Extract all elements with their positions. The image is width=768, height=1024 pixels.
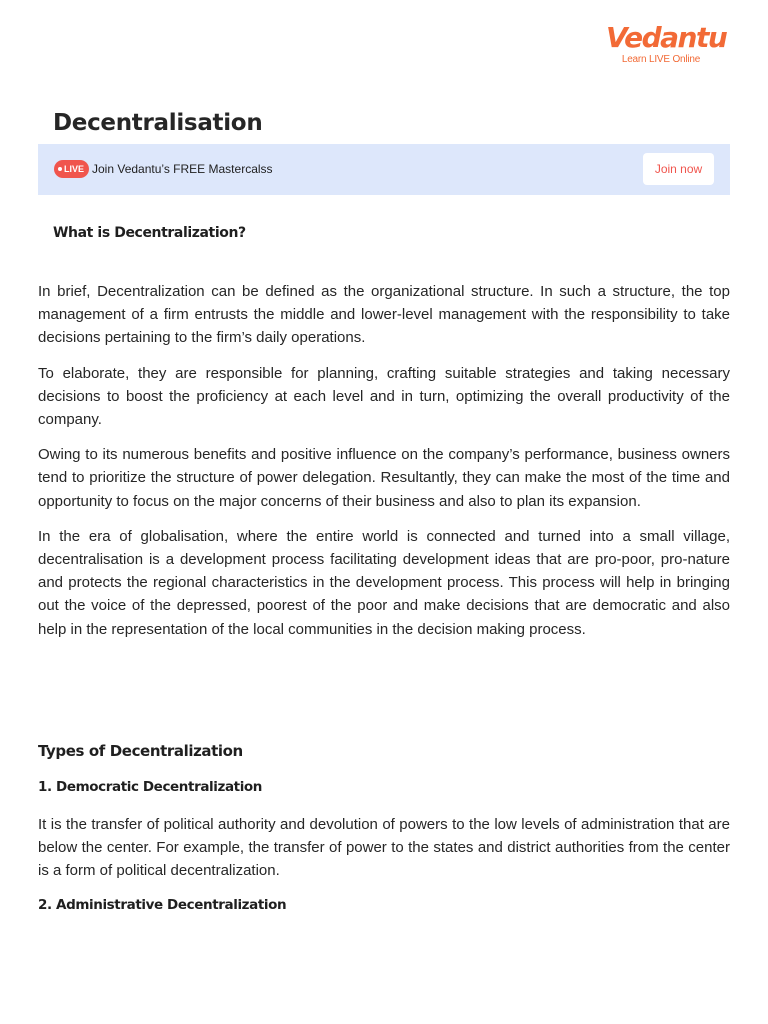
paragraph: To elaborate, they are responsible for planning, crafting suitable strategies and taking necessary decisions to boost the proficiency at each level and in turn, optimizing the overall productivity of the company. bbox=[38, 364, 730, 429]
live-dot-icon bbox=[58, 167, 62, 171]
live-badge bbox=[54, 160, 89, 178]
democratic-section bbox=[38, 813, 730, 895]
paragraph: It is the transfer of political authority and devolution of powers to the low levels of administration that are below the center. For example, the transfer of power to the states and district authorities from the center is a form of political decentralization. bbox=[38, 816, 730, 880]
join-now-button[interactable]: Join now bbox=[643, 153, 714, 185]
live-badge-label: LIVE bbox=[64, 164, 85, 174]
paragraph: In the era of globalisation, where the entire world is connected and turned into a small village, decentralisation is a development process facilitating development ideas that are pro-poor, pro-nature and protects the regional characteristics in the development process. This process will help in bringing out the voice of the depressed, poorest of the poor and make decisions that are democratic and also help in the representation of the local communities in the decision making process. bbox=[38, 527, 730, 638]
masterclass-banner bbox=[38, 144, 730, 195]
logo-tagline: Learn LIVE Online bbox=[621, 54, 701, 65]
intro-section bbox=[38, 280, 730, 653]
logo-wordmark: Vedantu bbox=[606, 21, 727, 54]
paragraph: Owing to its numerous benefits and positive influence on the company’s performance, business owners tend to prioritize the structure of power delegation. Resultantly, they can make the most of the time and opportunity to focus on the major concerns of their business and also to plan its expansion. bbox=[38, 446, 730, 510]
heading-what-is-decentralization: What is Decentralization? bbox=[53, 225, 246, 241]
heading-democratic-decentralization: 1. Democratic Decentralization bbox=[38, 779, 263, 795]
page-title: Decentralisation bbox=[53, 110, 263, 136]
heading-administrative-decentralization: 2. Administrative Decentralization bbox=[38, 897, 287, 913]
heading-types-of-decentralization: Types of Decentralization bbox=[38, 742, 243, 760]
paragraph: In brief, Decentralization can be defined as the organizational structure. In such a structure, the top management of a firm entrusts the middle and lower-level management with the responsibility to take decisions pertaining to the firm’s daily operations. bbox=[38, 283, 730, 347]
banner-text: Join Vedantu’s FREE Mastercalss bbox=[92, 162, 273, 176]
vedantu-logo[interactable] bbox=[606, 21, 727, 66]
